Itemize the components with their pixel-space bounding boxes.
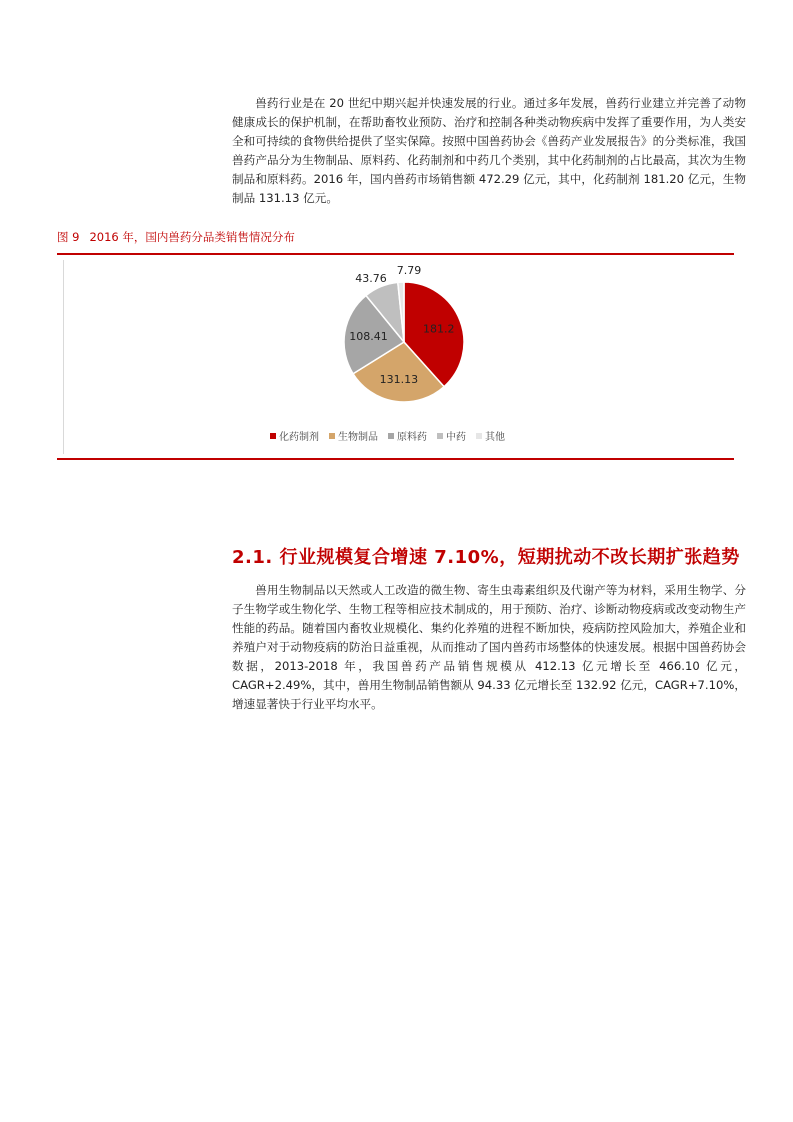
pie-data-label-1: 181.2 bbox=[422, 322, 455, 336]
legend-item-2 bbox=[329, 428, 378, 443]
pie-chart bbox=[64, 260, 729, 454]
pie-data-label-2: 131.13 bbox=[379, 372, 419, 386]
legend-label: 生物制品 bbox=[338, 432, 378, 443]
figure-label: 图 9 bbox=[57, 230, 80, 244]
chart-legend bbox=[270, 428, 505, 443]
legend-item-3 bbox=[388, 428, 427, 443]
legend-label: 其他 bbox=[485, 432, 505, 443]
section-heading: 2.1. 行业规模复合增速 7.10%，短期扰动不改长期扩张趋势 bbox=[232, 547, 740, 568]
legend-label: 中药 bbox=[446, 432, 466, 443]
legend-item-5 bbox=[476, 428, 505, 443]
figure-top-rule bbox=[57, 253, 734, 255]
section-paragraph: 兽用生物制品以天然或人工改造的微生物、寄生虫毒素组织及代谢产等为材料，采用生物学、分子生物学或生物化学、生物工程等相应技术制成的，用于预防、治疗、诊断动物疫病或改变动物生产性能的药品。随着国内畜牧业规模化、集约化养殖的进程不断加快，疫病防控风险加大，养殖企业和养殖户对于动物疫病的防治日益重视，从而推动了国内兽药市场整体的快速发展。根据中国兽药协会数据，2013-2018 年，我国兽药产品销售规模从 412.13 亿元增长至 466.10 亿元，CAGR+2.49%，其中，兽用生物制品销售额从 94.33 亿元增长至 132.92 亿元，CAGR+7.10%，增速显著快于行业平均水平。 bbox=[232, 583, 746, 711]
pie-data-label-4: 43.76 bbox=[355, 272, 387, 285]
legend-item-1 bbox=[270, 428, 319, 443]
legend-item-4 bbox=[437, 428, 466, 443]
legend-swatch bbox=[329, 433, 335, 439]
figure-bottom-rule bbox=[57, 458, 734, 460]
pie-chart-frame bbox=[63, 260, 729, 454]
legend-swatch bbox=[476, 433, 482, 439]
intro-paragraph: 兽药行业是在 20 世纪中期兴起并快速发展的行业。通过多年发展，兽药行业建立并完善了动物健康成长的保护机制，在帮助畜牧业预防、治疗和控制各种类动物疾病中发挥了重要作用，为人类安全和可持续的食物供给提供了坚实保障。按照中国兽药协会《兽药产业发展报告》的分类标准，我国兽药产品分为生物制品、原料药、化药制剂和中药几个类别，其中化药制剂的占比最高，其次为生物制品和原料药。2016 年，国内兽药市场销售额 472.29 亿元，其中，化药制剂 181.20 亿元，生物制品 131.13 亿元。 bbox=[232, 96, 746, 205]
figure-caption bbox=[57, 229, 295, 245]
legend-label: 原料药 bbox=[397, 432, 427, 443]
figure-title: 2016 年，国内兽药分品类销售情况分布 bbox=[89, 230, 295, 244]
legend-swatch bbox=[270, 433, 276, 439]
pie-data-label-3: 108.41 bbox=[349, 329, 388, 343]
legend-label: 化药制剂 bbox=[279, 432, 319, 443]
legend-swatch bbox=[388, 433, 394, 439]
legend-swatch bbox=[437, 433, 443, 439]
pie-data-label-5: 7.79 bbox=[396, 264, 422, 277]
